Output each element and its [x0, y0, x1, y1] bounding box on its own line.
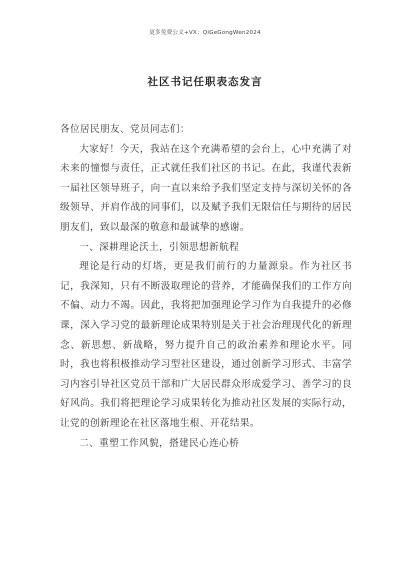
- section-heading-2: 二、重塑工作风貌，搭建民心连心桥: [79, 437, 240, 449]
- paragraph-theory: 理论是行动的灯塔，更是我们前行的力量源泉。作为社区书记，我深知，只有不断汲取理论的营养，才能确保我们的工作方向不偏、动力不竭。因此，我将把加强理论学习作为自我提升的必修课，深入学习党的最新理论成果特别是关于社会治理现代化的新理念、新思想、新战略，努力提升自己的政治素养和理论水平。同时，我也将积极推动学习型社区建设，通过创新学习形式、丰富学习内容引导社区党员干部和广大居民群众形成爱学习、善学习的良好风尚。我们将把理论学习成果转化为推动社区发展的实际行动，让党的创新理论在社区落地生根、开花结果。: [60, 261, 352, 429]
- header-note: 更多免费公文+VX：QiGeGongWen2024: [149, 30, 261, 36]
- salutation: 各位居民朋友、党员同志们：: [60, 124, 190, 135]
- document-title: 社区书记任职表态发言: [147, 76, 263, 88]
- section-heading-1: 一、深耕理论沃土，引领思想新航程: [79, 241, 240, 253]
- paragraph-opening: 大家好！今天，我站在这个充满希望的会台上，心中充满了对未来的憧憬与责任，正式就任我们社区的书记。在此，我谨代表新一届社区领导班子，向一直以来给予我们坚定支持与深切关怀的各级领导、并肩作战的同事们，以及赋予我们无限信任与期待的居民朋友们，致以最深的敬意和最诚挚的感谢。: [60, 143, 352, 233]
- document-body: [60, 120, 352, 453]
